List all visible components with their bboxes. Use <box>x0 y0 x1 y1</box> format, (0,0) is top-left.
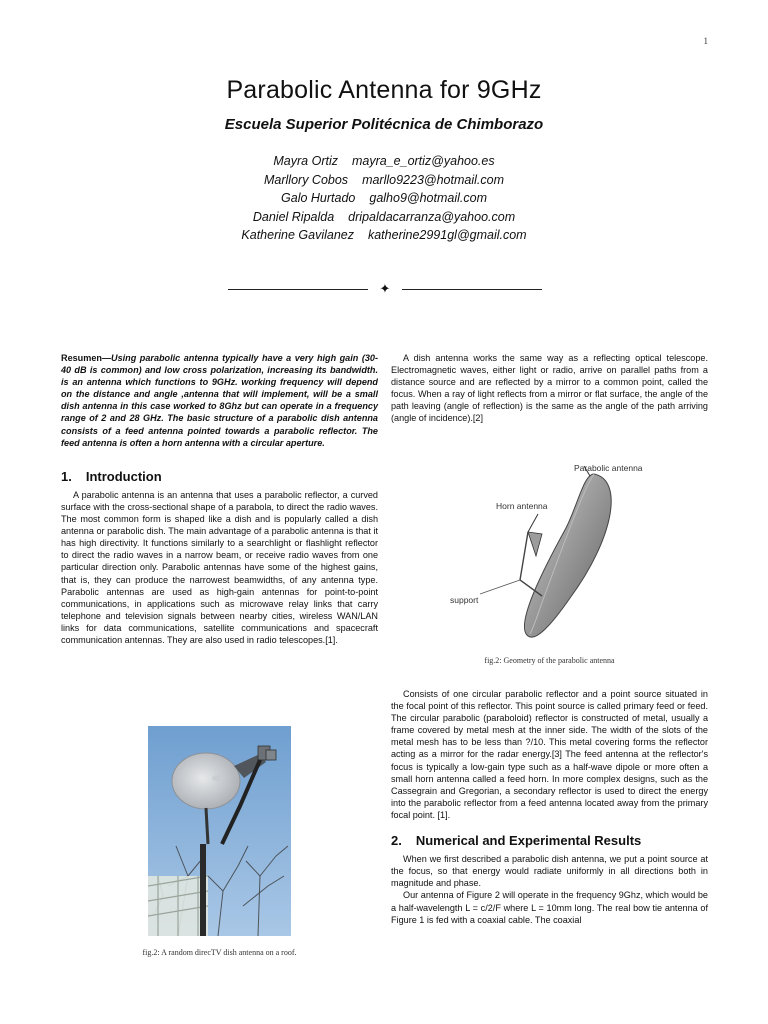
author-name: Daniel Ripalda <box>252 209 335 224</box>
author-name: Mayra Ortiz <box>273 154 338 168</box>
right-body-text: Consists of one circular parabolic reflector and a point source situated in the focal point of this reflector. This point source is called primary feed or feed. The circular parabolic (paraboloid) reflector is constructed of metal, usually a frame covered by metal mesh at the inner side. The width of the slots of the metal mesh has to be less than ?/10. This metal covering forms the reflector acting as a mirror for the radar energy.[3] The feed antenna at the reflector's focus is typically a low-gain type such as a half-wave dipole or more often a small horn antenna called a feed horn. In more complex designs, such as the Cassegrain and Gregorian, a secondary reflector is used to direct the energy into the parabolic reflector from a feed antenna located away from the primary focal point. [1]. <box>391 689 708 820</box>
author-line <box>0 152 768 171</box>
figure1-caption: fig.2: A random direcTV dish antenna on a roof. <box>142 948 297 957</box>
author-line <box>0 208 768 227</box>
dish-photo-image <box>148 726 291 936</box>
page-number: 1 <box>703 36 708 46</box>
author-email: katherine2991gl@gmail.com <box>367 228 527 242</box>
abstract-text: Using parabolic antenna typically have a very high gain (30-40 dB is common) and low cross polarization, increasing its bandwidth. is an antenna which functions to 9GHz. working frequency will depend on the distance and angle ,antenna that will implement, will be a small dish antenna in this case worked to 8Ghz but can operate in a frequency range of 2 and 28 GHz. The basic structure of a parabolic dish antenna consists of a feed antenna pointed towards a parabolic reflector. The feed antenna is often a horn antenna with a circular aperture. <box>61 353 378 448</box>
author-name: Marllory Cobos <box>264 172 349 187</box>
author-email: marllo9223@hotmail.com <box>362 172 504 187</box>
introduction-text: A parabolic antenna is an antenna that uses a parabolic reflector, a curved surface with the cross-sectional shape of a parabola, to direct the radio waves. The most common form is shaped like a dish and is popularly called a dish antenna or parabolic dish. The main advantage of a parabolic antenna is that it has high directivity. It functions similarly to a searchlight or flashlight reflector to direct the radio waves in a narrow beam, or receive radio waves from one particular direction only. Parabolic antennas have some of the highest gains, that is, they can produce the narrowest beamwidths, of any antenna type. Parabolic antennas are used as high-gain antennas for point-to-point communications, in applications such as microwave relay links that carry telephone and television signals between nearby cities, wireless WAN/LAN links for data communications, satellite communications and spacecraft communication antennas. They are also used in radio telescopes.[1]. <box>61 489 378 645</box>
title-divider <box>228 281 542 296</box>
right-column-lower <box>391 688 708 926</box>
section-title: Numerical and Experimental Results <box>415 833 642 849</box>
section-number: 1. <box>61 468 72 484</box>
section-number: 2. <box>391 833 402 849</box>
divider-line-right <box>402 289 542 290</box>
author-email: mayra_e_ortiz@yahoo.es <box>351 154 495 168</box>
right-column <box>391 352 708 425</box>
label-parabolic-antenna: Parabolic antenna <box>574 463 643 473</box>
author-list <box>0 152 768 245</box>
author-line <box>0 226 768 245</box>
section-heading-results <box>391 835 708 847</box>
author-email: galho9@hotmail.com <box>369 191 487 205</box>
author-name: Katherine Gavilanez <box>241 228 354 242</box>
results-paragraph-2: Our antenna of Figure 2 will operate in the frequency 9Ghz, which would be a half-wavelength L = c/2/F where L = 10mm long. The real bow tie antenna of Figure 1 is fed with a coaxial cable. The coaxial <box>391 890 708 925</box>
left-column <box>61 352 378 646</box>
figure2-caption: fig.2: Geometry of the parabolic antenna <box>484 656 615 665</box>
reflector-dish <box>524 474 611 637</box>
label-horn-antenna: Horn antenna <box>496 501 548 511</box>
section-title: Introduction <box>85 468 162 484</box>
figure-dish-photo <box>148 726 291 936</box>
author-line <box>0 171 768 190</box>
author-name: Galo Hurtado <box>281 191 356 205</box>
section-heading-introduction <box>61 468 378 484</box>
paper-title: Parabolic Antenna for 9GHz <box>226 76 542 104</box>
label-support: support <box>450 595 479 605</box>
results-paragraph-1: When we first described a parabolic dish antenna, we put a point source at the focus, so that energy would radiate uniformly in all directions both in magnitude and phase. <box>391 854 708 889</box>
parabolic-geometry-diagram <box>444 458 674 644</box>
abstract <box>61 352 378 449</box>
divider-line-left <box>228 289 368 290</box>
horn-feed <box>528 532 542 556</box>
abstract-lead: Resumen— <box>61 353 112 363</box>
figure-parabolic-geometry <box>444 458 674 644</box>
affiliation: Escuela Superior Politécnica de Chimborazo <box>224 116 544 133</box>
author-line <box>0 189 768 208</box>
author-email: dripaldacarranza@yahoo.com <box>348 209 516 224</box>
divider-ornament-icon: ✦ <box>379 281 391 296</box>
right-intro-text: A dish antenna works the same way as a reflecting optical telescope. Electromagnetic waves, either light or radio, arrive on parallel paths from a distance source and are reflected by a mirror to a common point, called the focus. When a ray of light reflects from a mirror or flat surface, the angle of the path leaving (angle of reflection) is the same as the angle of the path arriving (angle of incidence).[2] <box>391 353 708 424</box>
